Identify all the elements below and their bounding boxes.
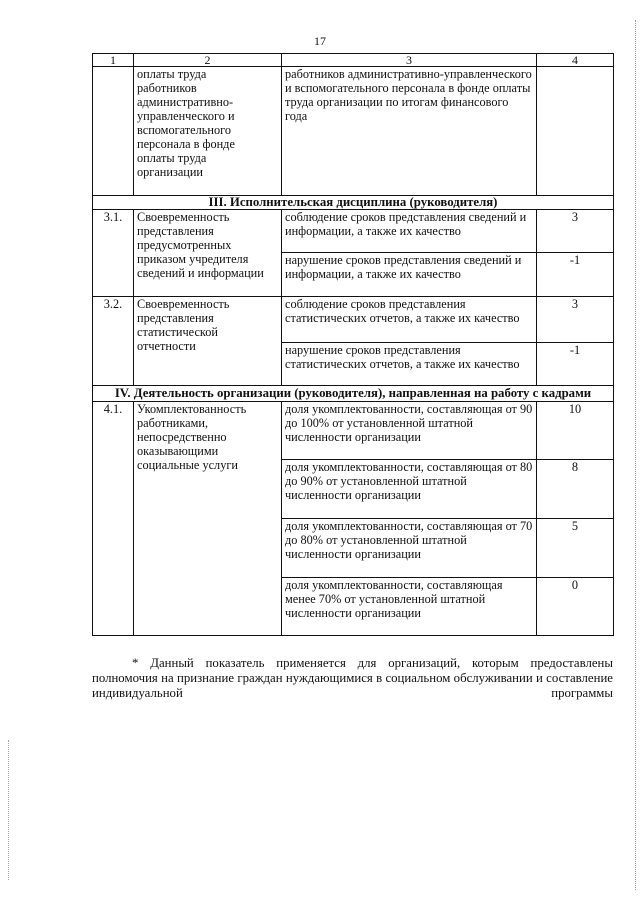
criteria-table bbox=[92, 53, 614, 636]
footnote bbox=[92, 656, 613, 701]
criterion-cell: доля укомплектованности, составляющая от 80 до 90% от установленной штатной численности организации bbox=[282, 460, 537, 519]
criterion-cell: нарушение сроков представления сведений и информации, а также их качество bbox=[282, 253, 537, 297]
scan-edge-left bbox=[8, 740, 10, 880]
score-cell: 3 bbox=[537, 210, 614, 253]
criterion-cell: соблюдение сроков представления статистических отчетов, а также их качество bbox=[282, 297, 537, 343]
section-4-title: IV. Деятельность организации (руководителя), направленная на работу с кадрами bbox=[93, 386, 614, 402]
row-number: 3.1. bbox=[93, 210, 134, 297]
footnote-text: * Данный показатель применяется для организаций, которым предоставлены полномочия на признание граждан нуждающимися в социальном обслуживании и составление индивидуальной программы bbox=[92, 656, 613, 700]
page-number: 17 bbox=[314, 34, 326, 48]
score-cell: 8 bbox=[537, 460, 614, 519]
criterion-cell: доля укомплектованности, составляющая от 90 до 100% от установленной штатной численности организации bbox=[282, 402, 537, 460]
row-number: 4.1. bbox=[93, 402, 134, 636]
continuation-row bbox=[93, 67, 614, 196]
column-header-1: 1 bbox=[93, 54, 134, 67]
table-header-row bbox=[93, 54, 614, 67]
criterion-cell: доля укомплектованности, составляющая от 70 до 80% от установленной штатной численности организации bbox=[282, 519, 537, 578]
scan-edge-right bbox=[634, 20, 636, 890]
column-header-2: 2 bbox=[134, 54, 282, 67]
continuation-score bbox=[537, 67, 614, 196]
column-header-4: 4 bbox=[537, 54, 614, 67]
indicator-cell: Своевременность представления предусмотренных приказом учредителя сведений и информации bbox=[134, 210, 282, 297]
score-cell: 10 bbox=[537, 402, 614, 460]
score-cell: -1 bbox=[537, 343, 614, 386]
table-row bbox=[93, 297, 614, 343]
section-3-title: III. Исполнительская дисциплина (руководителя) bbox=[93, 196, 614, 210]
indicator-cell: Укомплектованность работниками, непосредственно оказывающими социальные услуги bbox=[134, 402, 282, 636]
section-3-header-row bbox=[93, 196, 614, 210]
column-header-3: 3 bbox=[282, 54, 537, 67]
score-cell: 0 bbox=[537, 578, 614, 636]
score-cell: -1 bbox=[537, 253, 614, 297]
criterion-cell: доля укомплектованности, составляющая менее 70% от установленной штатной численности организации bbox=[282, 578, 537, 636]
continuation-criteria: работников административно-управленческого и вспомогательного персонала в фонде оплаты труда организации по итогам финансового года bbox=[282, 67, 537, 196]
section-4-header-row bbox=[93, 386, 614, 402]
criterion-cell: нарушение сроков представления статистических отчетов, а также их качество bbox=[282, 343, 537, 386]
score-cell: 5 bbox=[537, 519, 614, 578]
indicator-cell: Своевременность представления статистической отчетности bbox=[134, 297, 282, 386]
row-number: 3.2. bbox=[93, 297, 134, 386]
table-row bbox=[93, 402, 614, 460]
table-row bbox=[93, 210, 614, 253]
score-cell: 3 bbox=[537, 297, 614, 343]
continuation-num bbox=[93, 67, 134, 196]
criterion-cell: соблюдение сроков представления сведений и информации, а также их качество bbox=[282, 210, 537, 253]
continuation-indicator: оплаты труда работников административно-управленческого и вспомогательного персонала в фонде оплаты труда организации bbox=[134, 67, 282, 196]
